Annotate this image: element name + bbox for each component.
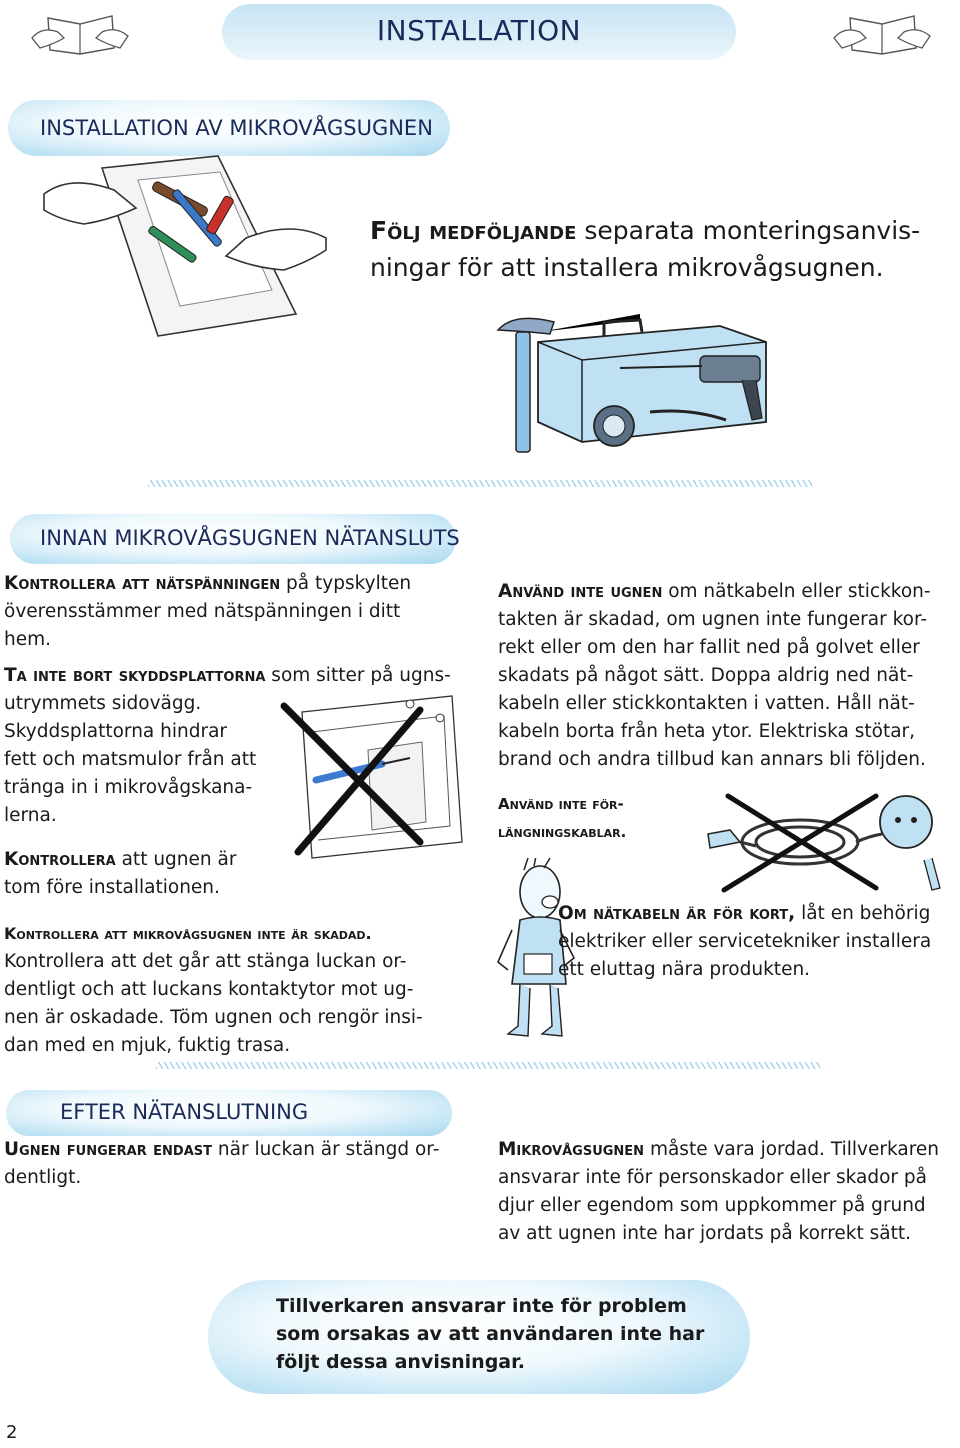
divider	[156, 1062, 820, 1069]
section-title-before-connection: INNAN MIKROVÅGSUGNEN NÄTANSLUTS	[40, 526, 460, 550]
divider	[148, 480, 812, 487]
paragraph-no-extension-cords: Använd inte för- längningskablar.	[498, 795, 627, 841]
hands-book-icon	[30, 8, 130, 60]
crossed-out-extension-cord-illustration	[700, 786, 944, 894]
paragraph-door-closed: Ugnen fungerar endast när luckan är stängd or- dentligt.	[4, 1139, 440, 1188]
page-number: 2	[6, 1422, 18, 1443]
paragraph-follow-instructions: Följ medföljande separata monteringsanvis- ningar för att installera mikrovågsugnen.	[370, 216, 921, 282]
lead-bold: Följ medföljande	[370, 216, 577, 245]
page-title: INSTALLATION	[376, 14, 582, 47]
paragraph-check-voltage: Kontrollera att nätspänningen på typskylten överensstämmer med nätspänningen i ditt hem.	[4, 573, 412, 650]
toolbox-illustration	[490, 312, 790, 458]
hands-book-icon-right	[832, 8, 932, 60]
section-title-installation: INSTALLATION AV MIKROVÅGSUGNEN	[40, 116, 433, 140]
crossed-out-oven-interior-illustration	[272, 692, 468, 864]
manufacturer-notice: Tillverkaren ansvarar inte för problem som orsakas av att användaren inte har följt dessa anvisningar.	[276, 1295, 705, 1373]
section-title-after-connection: EFTER NÄTANSLUTNING	[60, 1100, 309, 1124]
paragraph-protection-plates: Ta inte bort skyddsplattorna som sitter på ugns- utrymmets sidovägg. Skyddsplattorna hindrar fett och matsmulor från att tränga in i mikrovågskana- lerna.	[4, 665, 451, 826]
paragraph-check-empty: Kontrollera att ugnen är tom före installationen.	[4, 849, 237, 898]
paragraph-do-not-use: Använd inte ugnen om nätkabeln eller stickkon- takten är skadad, om ugnen inte fungerar kor- rekt eller om den har fallit ned på golvet eller skadats på något sätt. Doppa aldrig ned nät- kabeln eller stickkontakten i vatten. Håll nät- kabeln borta från heta ytor. Elektriska stötar, brand och andra tillbud kan annars bli följden.	[498, 581, 931, 770]
paragraph-check-damage: Kontrollera att mikrovågsugnen inte är skadad. Kontrollera att det går att stänga luckan or- dentligt och att luckans kontaktytor mot ug- nen är oskadade. Töm ugnen och rengör insi- dan med en mjuk, fuktig trasa.	[4, 924, 423, 1056]
paragraph-grounding: Mikrovågsugnen måste vara jordad. Tillverkaren ansvarar inte för personskador eller skador på djur eller egendom som uppkommer på grund av att ugnen inte har jordats på korrekt sätt.	[498, 1139, 940, 1244]
paragraph-cord-too-short: Om nätkabeln är för kort, låt en behörig elektriker eller servicetekniker installera ett eluttag nära produkten.	[558, 903, 932, 980]
manual-with-tools-illustration	[40, 150, 330, 350]
